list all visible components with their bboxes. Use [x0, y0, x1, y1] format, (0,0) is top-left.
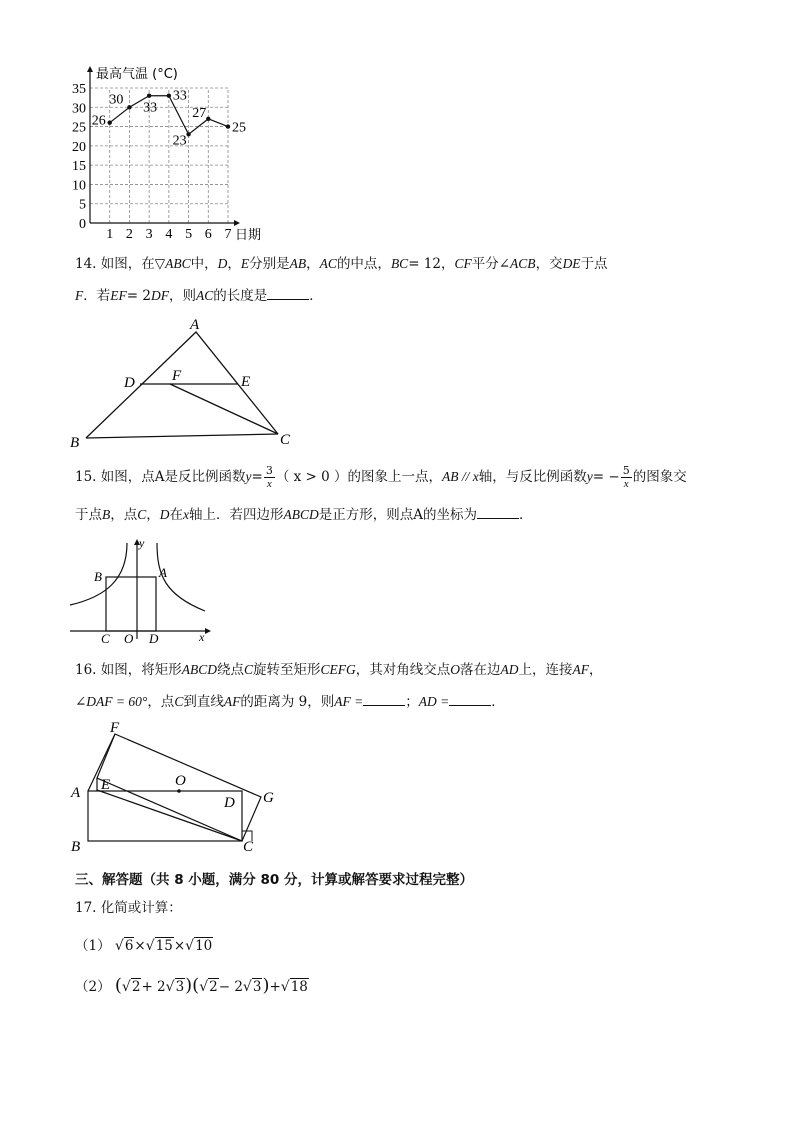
- chart-x-tick-label: 4: [165, 227, 173, 242]
- q15-text: 是正方形，则点A的坐标为: [318, 507, 478, 523]
- q16-text: 到直线: [183, 694, 224, 710]
- q15-hyperbola-figure: [65, 535, 225, 645]
- chart-x-tick-label: 3: [145, 227, 153, 242]
- q14-triangle-abc: ▽ABC: [154, 256, 191, 271]
- chart-y-tick-label: 5: [79, 197, 86, 213]
- sqrt-icon: √: [121, 979, 131, 995]
- chart-data-label: 25: [232, 120, 246, 136]
- q14-text: 的中点，: [336, 256, 391, 272]
- chart-data-label: 27: [192, 105, 207, 121]
- q16-label-g: G: [263, 790, 274, 806]
- chart-y-tick-label: 10: [72, 178, 86, 194]
- q15-fraction-3-over-x: [264, 465, 275, 490]
- q15-text: 轴，与反比例函数: [478, 469, 587, 485]
- q16-label-d: D: [224, 795, 235, 811]
- q14-segment-bc: BC: [390, 256, 409, 271]
- q15-var-y: y: [586, 469, 593, 484]
- q14-label-a: A: [190, 317, 200, 333]
- q14-label-e: E: [241, 374, 251, 390]
- chart-data-point: [147, 94, 151, 98]
- sqrt-icon: √: [185, 938, 195, 954]
- q14-segment-ac: AC: [195, 288, 214, 303]
- q15-point-d: D: [159, 507, 170, 522]
- q14-text: ，则: [168, 288, 196, 304]
- q15-text: 于点: [75, 507, 102, 523]
- q16-label-f: F: [110, 720, 120, 736]
- q17-radicand: 3: [252, 979, 262, 995]
- q15-denominator: x: [266, 478, 272, 490]
- q17-radicand: 18: [290, 979, 308, 995]
- q14-text: 的长度是: [213, 288, 268, 304]
- q16-text: 上，连接: [518, 662, 573, 678]
- q16-angle: ∠DAF = 60°: [75, 694, 148, 709]
- q15-square: [106, 577, 156, 631]
- q16-text: 落在边: [460, 662, 501, 678]
- q16-segment-ad: AD: [500, 662, 519, 677]
- q17-text: 化简或计算：: [100, 900, 182, 916]
- q14-segment-cf-line: [170, 384, 278, 434]
- q14-text: 平分: [471, 256, 499, 272]
- q15-text: 在: [169, 507, 184, 523]
- q16-rect-abcd: ABCD: [181, 662, 218, 677]
- q16-text: ，其对角线交点: [355, 662, 451, 678]
- q17-prompt: [75, 898, 182, 918]
- q16-ad-equals: AD =: [418, 694, 450, 709]
- q15-label-x: x: [199, 630, 205, 644]
- q16-text: 绕点: [217, 662, 245, 678]
- q15-text: 的图象交: [632, 469, 687, 485]
- chart-data-point: [167, 94, 171, 98]
- chart-data-label: 23: [172, 133, 187, 149]
- chart-series: [92, 89, 246, 149]
- q15-point-c: C: [137, 507, 147, 522]
- q14-text: ，: [440, 256, 455, 272]
- q14-segment-de: DE: [562, 256, 581, 271]
- q16-label-e: E: [101, 777, 111, 793]
- chart-grid: [90, 88, 228, 223]
- q14-angle: ∠ACB: [498, 256, 536, 271]
- chart-x-arrow: [234, 220, 240, 226]
- q15-answer-blank[interactable]: [477, 506, 519, 519]
- chart-data-point: [186, 132, 190, 136]
- q14-value: = 2: [126, 288, 151, 304]
- chart-y-tick-label: 15: [72, 159, 86, 175]
- q15-label-a: A: [159, 565, 167, 580]
- chart-y-tick-label: 20: [72, 139, 86, 155]
- q17-radicand: 2: [131, 979, 141, 995]
- q15-var-x: x: [183, 507, 190, 522]
- chart-data-label: 30: [109, 92, 124, 108]
- q17-part2-label: （2）: [75, 979, 111, 995]
- q15-equals: =: [251, 469, 263, 485]
- q16-text: 旋转至矩形: [253, 662, 321, 678]
- q15-numerator: 5: [622, 464, 630, 477]
- q14-text: ，交: [535, 256, 563, 272]
- q14-line2: [75, 286, 323, 306]
- q14-text: ，: [306, 256, 320, 272]
- q16-diagonal-ec: [97, 790, 242, 841]
- q14-answer-blank[interactable]: [267, 287, 309, 300]
- q16-rectangle-figure: [65, 720, 295, 860]
- q14-point-e: E: [240, 256, 250, 271]
- chart-x-tick-label: 5: [185, 227, 193, 242]
- sqrt-icon: √: [199, 979, 209, 995]
- q15-label-y: y: [139, 536, 145, 550]
- q16-label-c: C: [243, 839, 254, 855]
- q17-plus: + 2: [141, 979, 166, 995]
- chart-data-point: [226, 124, 230, 128]
- q17-times: ×: [173, 938, 186, 954]
- q14-segment-ef: EF: [110, 288, 127, 303]
- q17-paren: ): [262, 975, 270, 996]
- section-3-title: 三、解答题（共 8 小题，满分 80 分，计算或解答要求过程完整）: [75, 872, 473, 888]
- q15-text: ，: [146, 507, 160, 523]
- q15-fraction-5-over-x: [621, 465, 632, 490]
- q15-condition: （ x > 0 ）的图象上一点，: [275, 469, 443, 485]
- q15-x-arrow: [205, 628, 211, 634]
- q15-number: 15.: [75, 469, 97, 485]
- q14-text: 分别是: [249, 256, 290, 272]
- q15-text: ，点: [110, 507, 138, 523]
- q14-segment-df: DF: [150, 288, 169, 303]
- q17-radicand: 10: [195, 938, 213, 954]
- chart-y-tick-label: 30: [72, 101, 86, 117]
- q15-numerator: 3: [265, 464, 273, 477]
- chart-data-label: 33: [143, 100, 158, 116]
- q15-denominator: x: [623, 478, 629, 490]
- q16-point-o-dot: [177, 789, 181, 793]
- q14-line1: [75, 254, 608, 274]
- chart-y-ticks: [72, 82, 86, 232]
- q16-label-a: A: [71, 785, 81, 801]
- q14-text: 中，: [190, 256, 218, 272]
- q16-rect-cefg: CEFG: [320, 662, 356, 677]
- chart-x-ticks: [106, 227, 231, 242]
- chart-x-tick-label: 6: [204, 227, 212, 242]
- q16-text: ，: [589, 662, 603, 678]
- sqrt-icon: √: [114, 938, 124, 954]
- q16-segment-af: AF: [572, 662, 590, 677]
- chart-y-arrow: [87, 66, 93, 72]
- q14-label-b: B: [70, 435, 80, 450]
- q15-label-o: O: [124, 631, 134, 645]
- q16-line1: [75, 660, 603, 680]
- q16-text: ；: [405, 694, 419, 710]
- q15-line2: [75, 505, 533, 525]
- q15-text: 如图，点A是反比例函数: [100, 469, 246, 485]
- q16-text: ．: [491, 694, 505, 710]
- q16-text: ，点: [147, 694, 175, 710]
- q15-line1: [75, 464, 687, 490]
- q17-plus: +: [269, 979, 281, 995]
- q17-radicand: 3: [175, 979, 185, 995]
- sqrt-icon: √: [280, 979, 290, 995]
- q14-point-d: D: [217, 256, 228, 271]
- q17-paren: (: [114, 975, 122, 996]
- chart-x-tick-label: 7: [224, 227, 232, 242]
- chart-y-axis-label: 最高气温 (°C): [96, 67, 178, 82]
- q15-square-abcd: ABCD: [283, 507, 319, 522]
- q17-radicand: 15: [155, 938, 173, 954]
- q17-radicand: 2: [209, 979, 218, 995]
- chart-y-tick-label: 25: [72, 120, 86, 136]
- q14-text: ．若: [83, 288, 111, 304]
- q14-text: 如图，在: [100, 256, 155, 272]
- q16-line2: [75, 692, 505, 712]
- q16-point-c: C: [174, 694, 184, 709]
- chart-x-tick-label: 1: [106, 227, 114, 242]
- q17-part2: [75, 976, 309, 997]
- chart-y-tick-label: 35: [72, 82, 86, 97]
- q15-var-y: y: [245, 469, 252, 484]
- q15-parallel: AB // x: [442, 469, 479, 484]
- q14-number: 14.: [75, 256, 97, 272]
- chart-data-point: [206, 117, 210, 121]
- chart-data-point: [127, 105, 131, 109]
- q15-point-b: B: [102, 507, 111, 522]
- q16-point-o: O: [450, 662, 461, 677]
- q14-segment-ab: AB: [289, 256, 307, 271]
- chart-x-axis-label: 日期: [235, 228, 262, 243]
- q17-part1-label: （1）: [75, 938, 111, 954]
- q17-part1: [75, 936, 213, 956]
- sqrt-icon: √: [242, 979, 252, 995]
- q15-text: ．: [519, 507, 533, 523]
- chart-x-tick-label: 2: [125, 227, 133, 242]
- q15-label-d: D: [149, 631, 159, 645]
- q16-label-b: B: [71, 839, 81, 855]
- chart-y-tick-label: 0: [79, 217, 86, 232]
- q14-label-d: D: [124, 375, 135, 391]
- q17-times: ×: [134, 938, 146, 954]
- q16-answer-blank-af[interactable]: [363, 693, 405, 706]
- chart-data-point: [108, 121, 112, 125]
- q16-segment-af: AF: [223, 694, 241, 709]
- q15-text: 轴上．若四边形: [189, 507, 284, 523]
- q14-triangle-figure: [60, 310, 310, 450]
- q17-paren: )(: [185, 975, 200, 996]
- q14-segment-cf: CF: [454, 256, 472, 271]
- chart-data-label: 33: [172, 88, 187, 104]
- q15-label-c: C: [101, 631, 110, 645]
- q16-label-o: O: [175, 773, 186, 789]
- q14-text: ，: [227, 256, 241, 272]
- q14-label-c: C: [280, 432, 291, 448]
- q14-text: 于点: [580, 256, 608, 272]
- q14-text: ．: [309, 288, 323, 304]
- sqrt-icon: √: [145, 938, 155, 954]
- q16-af-equals: AF =: [334, 694, 364, 709]
- q16-text: 的距离为 9，则: [240, 694, 335, 710]
- q14-point-f: F: [75, 288, 84, 303]
- q16-text: 如图，将矩形: [100, 662, 182, 678]
- q14-label-f: F: [172, 368, 182, 384]
- q15-label-b: B: [94, 569, 102, 584]
- q17-minus: − 2: [218, 979, 243, 995]
- q16-answer-blank-ad[interactable]: [449, 693, 491, 706]
- chart-data-label: 26: [91, 113, 106, 129]
- q17-number: 17.: [75, 900, 97, 916]
- q14-segment-bc-line: [86, 434, 278, 438]
- q17-radicand: 6: [124, 938, 134, 954]
- q14-value: = 12: [408, 256, 441, 272]
- q15-equals-neg: = −: [592, 469, 620, 485]
- q14-segment-ac: AC: [319, 256, 337, 271]
- sqrt-icon: √: [165, 979, 175, 995]
- q16-point-c: C: [244, 662, 254, 677]
- q16-number: 16.: [75, 662, 97, 678]
- temperature-line-chart: [60, 60, 280, 245]
